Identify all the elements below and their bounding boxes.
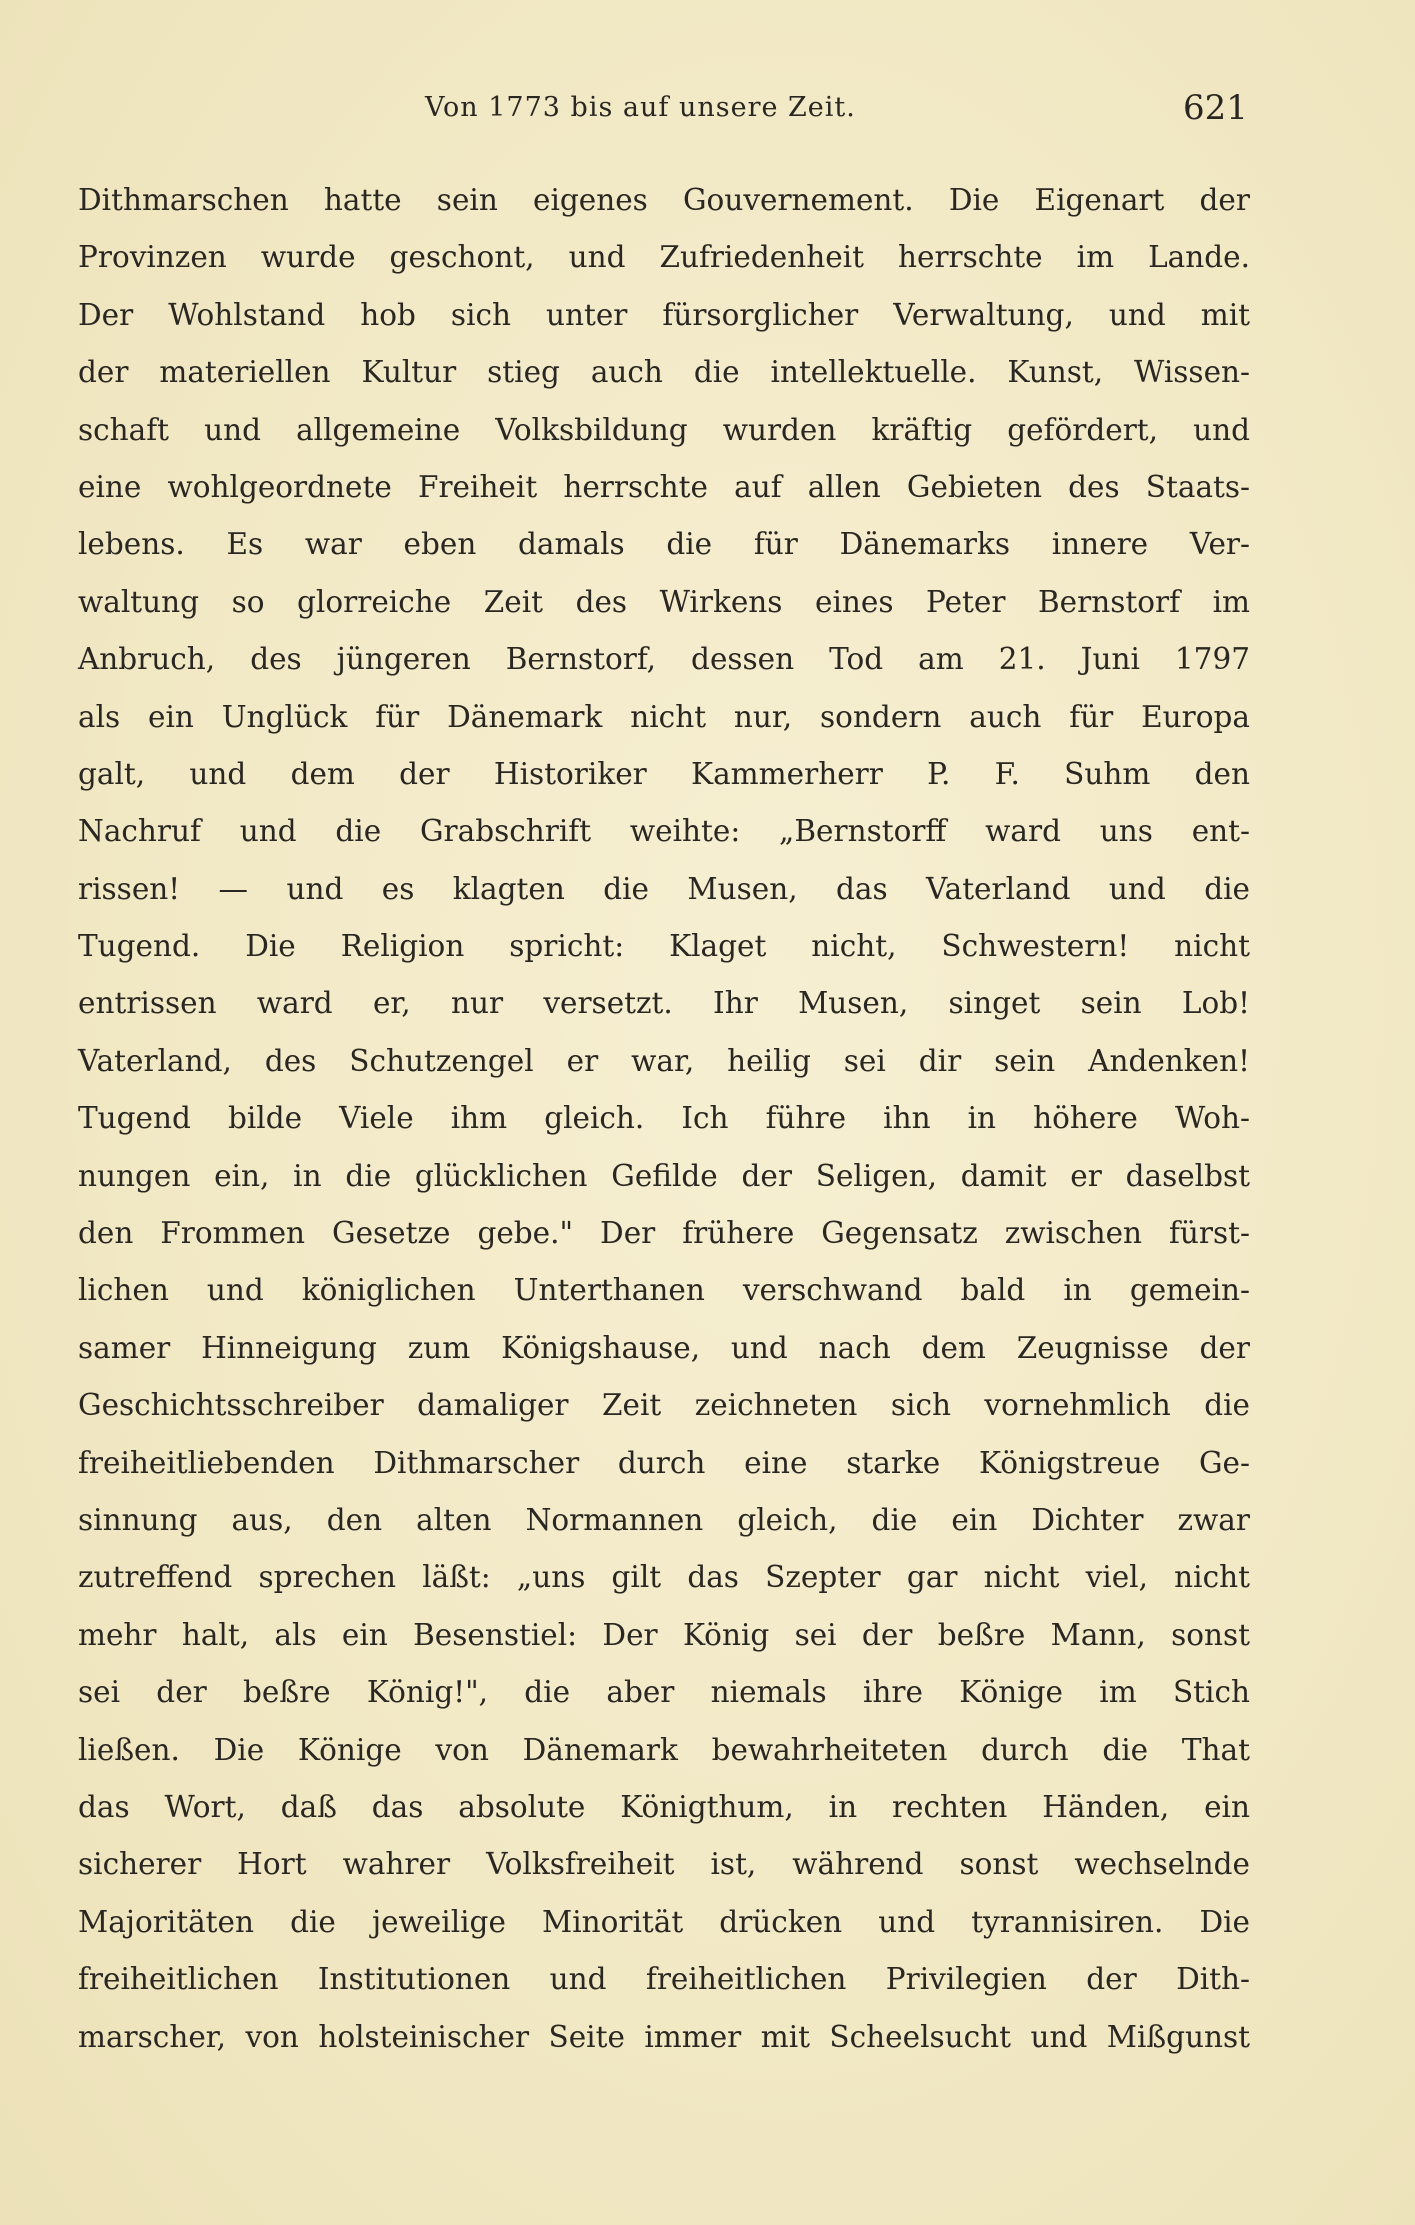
page-number: 621 bbox=[1183, 88, 1248, 128]
text-line: Vaterland, des Schutzengel er war, heilig sei dir sein Andenken! bbox=[78, 1043, 1250, 1078]
text-line: sinnung aus, den alten Normannen gleich, die ein Dichter zwar bbox=[78, 1502, 1250, 1537]
text-line: Geschichtsschreiber damaliger Zeit zeichneten sich vornehmlich die bbox=[78, 1388, 1250, 1423]
text-line: entrissen ward er, nur versetzt. Ihr Musen, singet sein Lob! bbox=[78, 986, 1250, 1021]
text-line: schaft und allgemeine Volksbildung wurden kräftig gefördert, und bbox=[78, 412, 1250, 447]
text-line: als ein Unglück für Dänemark nicht nur, sondern auch für Europa bbox=[78, 699, 1250, 734]
running-head bbox=[0, 88, 1415, 132]
text-line: das Wort, daß das absolute Königthum, in rechten Händen, ein bbox=[78, 1789, 1250, 1824]
text-line: samer Hinneigung zum Königshause, und nach dem Zeugnisse der bbox=[78, 1330, 1250, 1365]
text-line: eine wohlgeordnete Freiheit herrschte auf allen Gebieten des Staats- bbox=[78, 469, 1250, 504]
text-line: Tugend. Die Religion spricht: Klaget nicht, Schwestern! nicht bbox=[78, 929, 1250, 964]
text-line: der materiellen Kultur stieg auch die intellektuelle. Kunst, Wissen- bbox=[78, 355, 1250, 390]
body-text bbox=[78, 172, 1250, 2066]
text-line: freiheitlichen Institutionen und freiheitlichen Privilegien der Dith- bbox=[78, 1962, 1250, 1997]
text-line: nungen ein, in die glücklichen Gefilde der Seligen, damit er daselbst bbox=[78, 1158, 1250, 1193]
text-line: Anbruch, des jüngeren Bernstorf, dessen Tod am 21. Juni 1797 bbox=[78, 642, 1250, 677]
text-line: rissen! — und es klagten die Musen, das Vaterland und die bbox=[78, 871, 1250, 906]
text-line: ließen. Die Könige von Dänemark bewahrheiteten durch die That bbox=[78, 1732, 1250, 1767]
text-line: galt, und dem der Historiker Kammerherr P. F. Suhm den bbox=[78, 756, 1250, 791]
text-line: Nachruf und die Grabschrift weihte: „Bernstorff ward uns ent- bbox=[78, 814, 1250, 849]
text-line: lebens. Es war eben damals die für Dänemarks innere Ver- bbox=[78, 527, 1250, 562]
text-line: lichen und königlichen Unterthanen verschwand bald in gemein- bbox=[78, 1273, 1250, 1308]
text-line: sicherer Hort wahrer Volksfreiheit ist, während sonst wechselnde bbox=[78, 1847, 1250, 1882]
text-line: Tugend bilde Viele ihm gleich. Ich führe ihn in höhere Woh- bbox=[78, 1101, 1250, 1136]
text-line: mehr halt, als ein Besenstiel: Der König sei der beßre Mann, sonst bbox=[78, 1617, 1250, 1652]
text-line: Dithmarschen hatte sein eigenes Gouvernement. Die Eigenart der bbox=[78, 183, 1250, 217]
text-line: den Frommen Gesetze gebe." Der frühere Gegensatz zwischen fürst- bbox=[78, 1216, 1250, 1251]
text-line: freiheitliebenden Dithmarscher durch eine starke Königstreue Ge- bbox=[78, 1445, 1250, 1480]
text-line: waltung so glorreiche Zeit des Wirkens eines Peter Bernstorf im bbox=[78, 584, 1250, 619]
text-line: Provinzen wurde geschont, und Zufriedenheit herrschte im Lande. bbox=[78, 240, 1250, 275]
text-line: Der Wohlstand hob sich unter fürsorglicher Verwaltung, und mit bbox=[78, 297, 1250, 332]
text-line: Majoritäten die jeweilige Minorität drücken und tyrannisiren. Die bbox=[78, 1904, 1250, 1939]
text-line: marscher, von holsteinischer Seite immer mit Scheelsucht und Mißgunst bbox=[78, 2019, 1250, 2054]
running-title: Von 1773 bis auf unsere Zeit. bbox=[425, 92, 856, 123]
text-line: sei der beßre König!", die aber niemals ihre Könige im Stich bbox=[78, 1675, 1250, 1710]
text-line: zutreffend sprechen läßt: „uns gilt das Szepter gar nicht viel, nicht bbox=[78, 1560, 1250, 1595]
